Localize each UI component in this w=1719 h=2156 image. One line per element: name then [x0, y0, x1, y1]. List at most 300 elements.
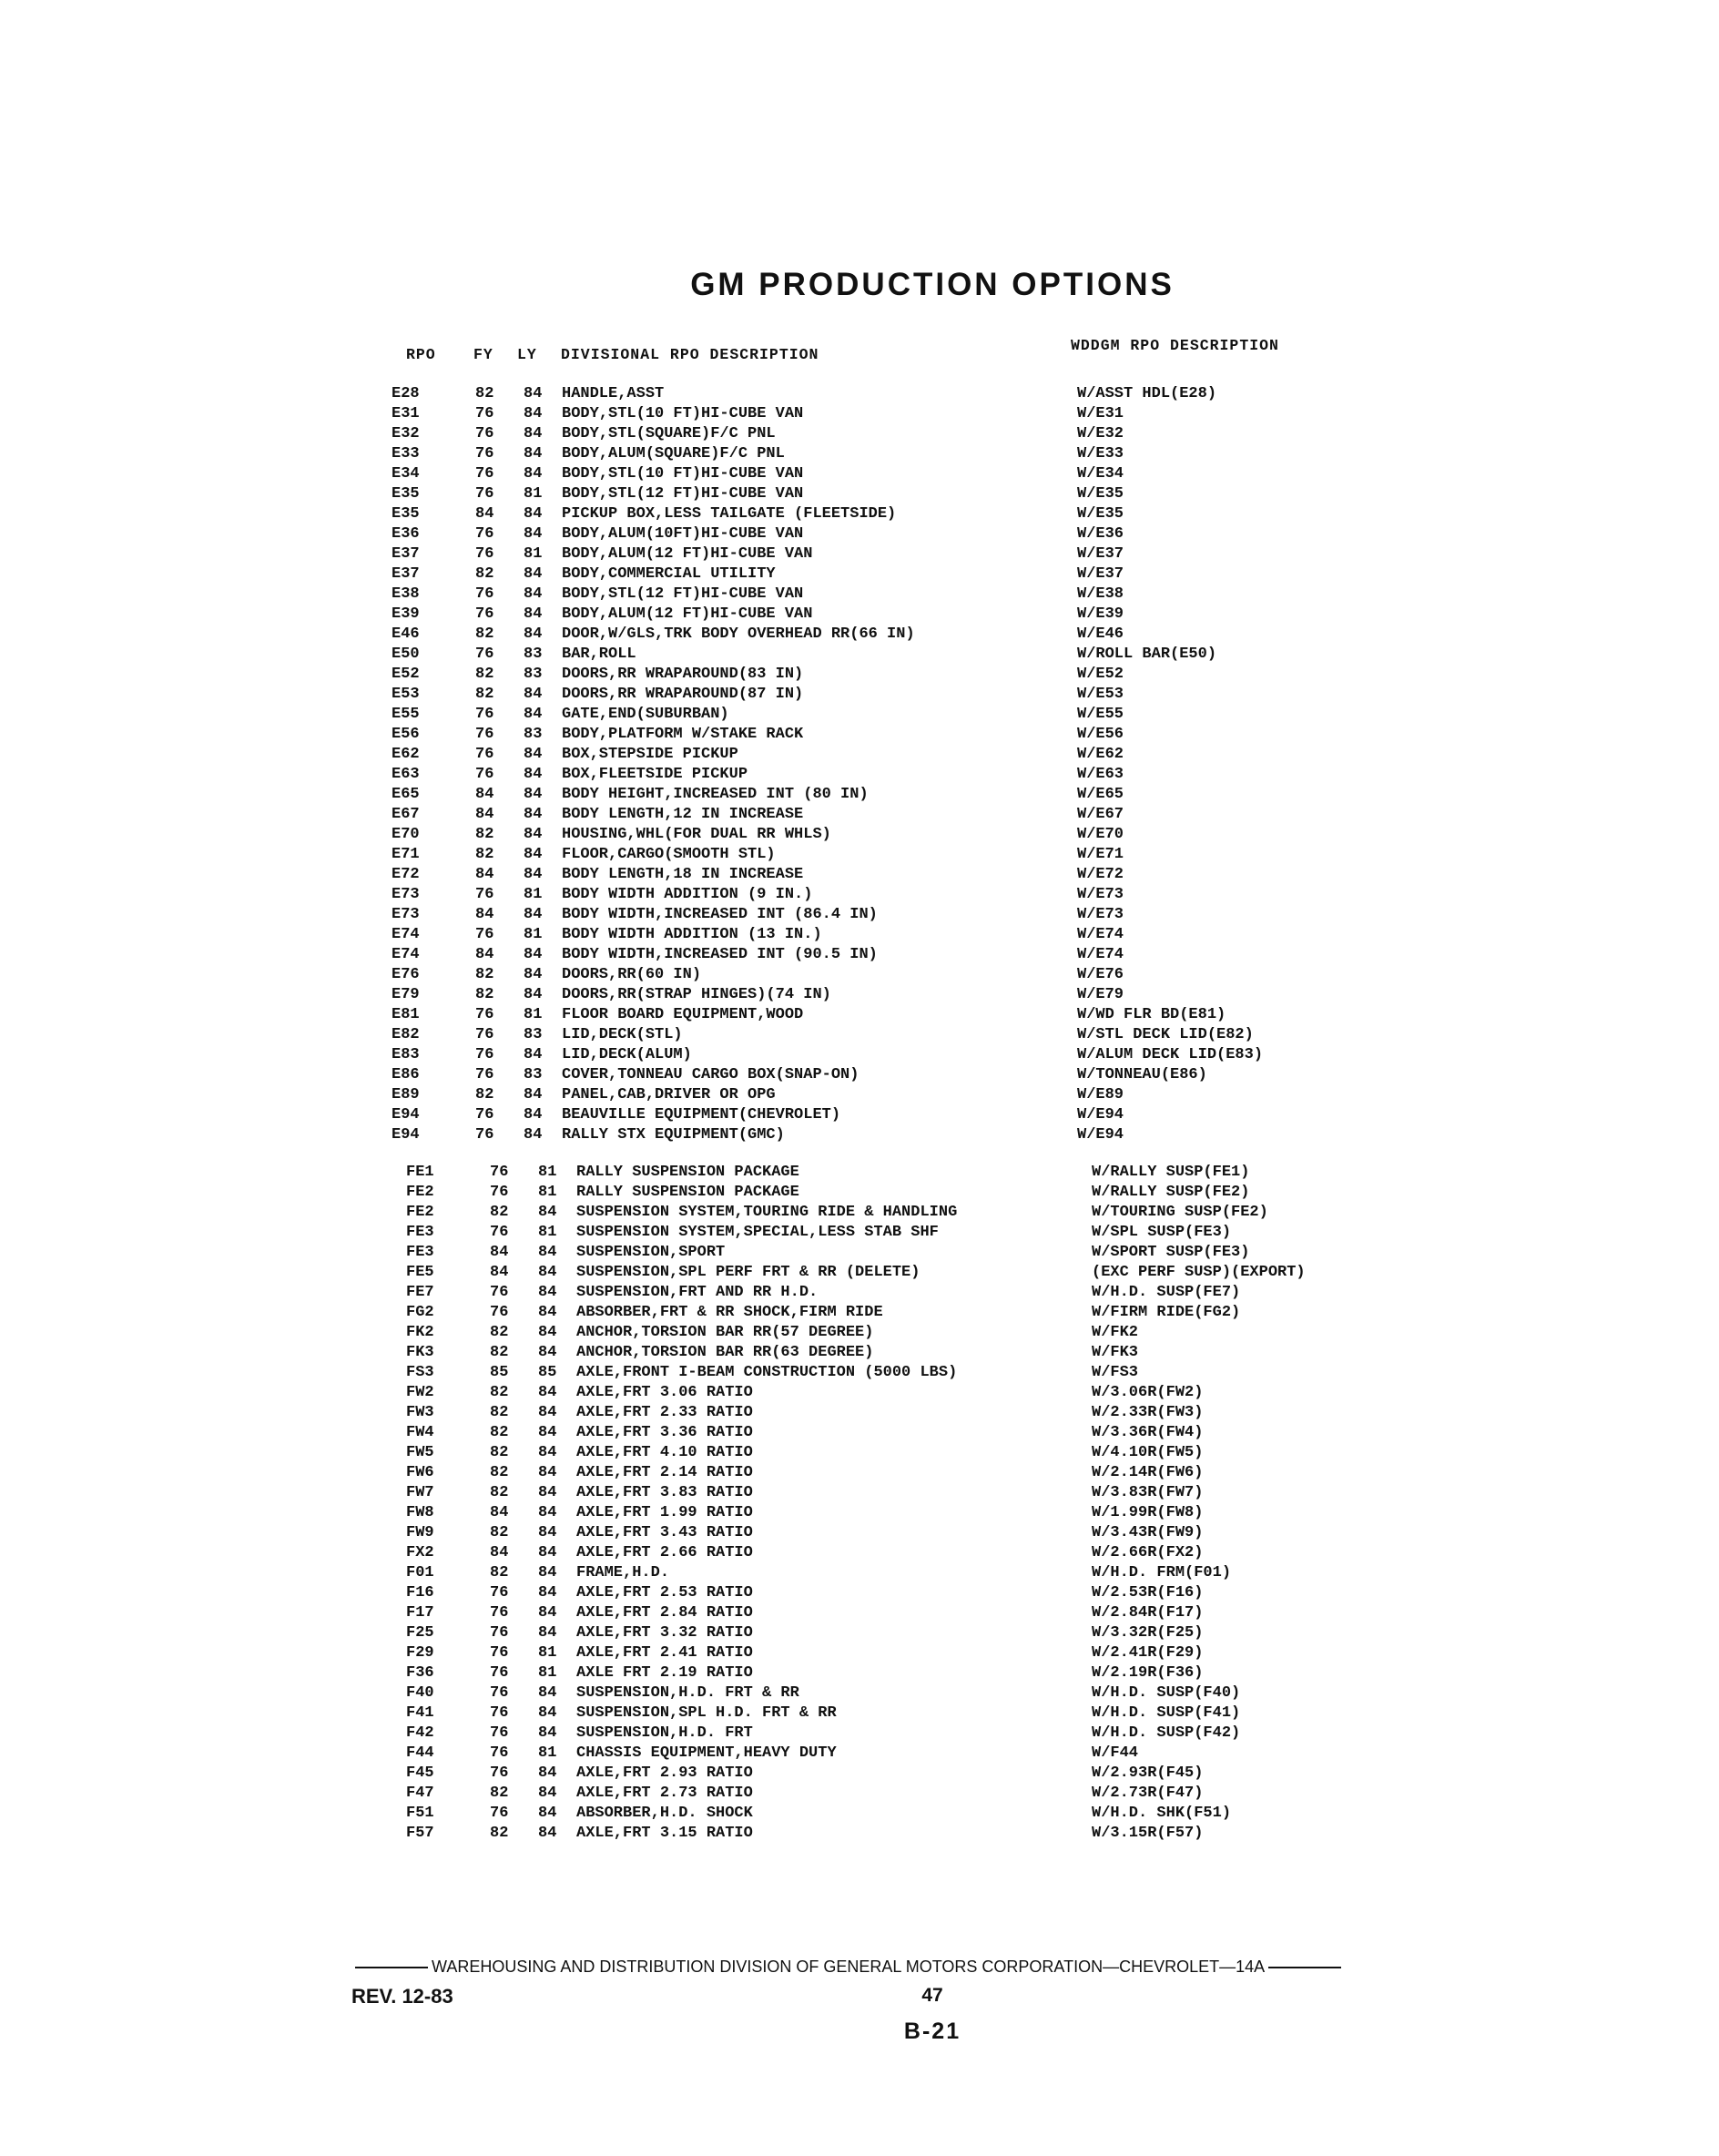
divisional-description: BODY,COMMERCIAL UTILITY: [562, 565, 776, 583]
wddgm-description: W/WD FLR BD(E81): [1077, 1006, 1226, 1023]
wddgm-description: W/2.73R(F47): [1092, 1785, 1204, 1802]
rpo-code: E76: [392, 966, 420, 983]
last-year: 84: [524, 505, 543, 523]
table-row: [406, 1784, 1408, 1804]
divisional-description: AXLE,FRT 2.66 RATIO: [576, 1544, 753, 1561]
table-row: [392, 404, 1393, 424]
wddgm-description: W/2.14R(FW6): [1092, 1464, 1204, 1481]
table-row: [392, 785, 1393, 805]
rpo-code: E74: [392, 926, 420, 943]
wddgm-description: W/3.06R(FW2): [1092, 1384, 1204, 1401]
wddgm-description: W/2.93R(F45): [1092, 1764, 1204, 1782]
wddgm-description: W/E94: [1077, 1106, 1124, 1124]
divisional-description: SUSPENSION SYSTEM,SPECIAL,LESS STAB SHF: [576, 1224, 939, 1241]
rpo-code: E33: [392, 445, 420, 463]
last-year: 81: [524, 485, 543, 503]
wddgm-description: W/E79: [1077, 986, 1124, 1003]
last-year: 84: [538, 1264, 557, 1281]
last-year: 84: [538, 1724, 557, 1742]
table-row: [392, 444, 1393, 464]
first-year: 82: [490, 1825, 509, 1842]
table-row: [392, 945, 1393, 965]
last-year: 84: [524, 565, 543, 583]
divisional-description: LID,DECK(ALUM): [562, 1046, 692, 1063]
rpo-code: F17: [406, 1604, 434, 1622]
divisional-description: PANEL,CAB,DRIVER OR OPG: [562, 1086, 776, 1103]
divisional-description: DOOR,W/GLS,TRK BODY OVERHEAD RR(66 IN): [562, 625, 915, 643]
table-row: [392, 504, 1393, 524]
last-year: 83: [524, 726, 543, 743]
divisional-description: BODY WIDTH,INCREASED INT (86.4 IN): [562, 906, 878, 923]
last-year: 83: [524, 1066, 543, 1083]
options-table-f: [406, 1163, 1408, 1844]
header-wddgm-desc: WDDGM RPO DESCRIPTION: [1071, 337, 1279, 354]
table-row: [406, 1403, 1408, 1423]
last-year: 81: [524, 886, 543, 903]
divisional-description: BODY,STL(12 FT)HI-CUBE VAN: [562, 485, 804, 503]
table-row: [406, 1463, 1408, 1483]
rpo-code: FW4: [406, 1424, 434, 1441]
table-row: [392, 1085, 1393, 1105]
rpo-code: E94: [392, 1126, 420, 1144]
table-row: [406, 1263, 1408, 1283]
first-year: 82: [475, 1086, 494, 1103]
last-year: 84: [524, 966, 543, 983]
wddgm-description: W/E31: [1077, 405, 1124, 422]
rpo-code: F40: [406, 1684, 434, 1702]
wddgm-description: W/FK3: [1092, 1344, 1139, 1361]
rpo-code: E81: [392, 1006, 420, 1023]
table-row: [406, 1343, 1408, 1363]
wddgm-description: W/E74: [1077, 926, 1124, 943]
first-year: 76: [475, 766, 494, 783]
table-row: [406, 1163, 1408, 1183]
table-row: [392, 1105, 1393, 1125]
divisional-description: BODY,STL(12 FT)HI-CUBE VAN: [562, 585, 804, 603]
first-year: 84: [490, 1544, 509, 1561]
last-year: 83: [524, 666, 543, 683]
divisional-description: AXLE,FRT 2.14 RATIO: [576, 1464, 753, 1481]
divisional-description: AXLE,FRONT I-BEAM CONSTRUCTION (5000 LBS): [576, 1364, 958, 1381]
divisional-description: ANCHOR,TORSION BAR RR(63 DEGREE): [576, 1344, 874, 1361]
divisional-description: BODY,PLATFORM W/STAKE RACK: [562, 726, 804, 743]
wddgm-description: W/E55: [1077, 706, 1124, 723]
divisional-description: BEAUVILLE EQUIPMENT(CHEVROLET): [562, 1106, 841, 1124]
wddgm-description: W/ALUM DECK LID(E83): [1077, 1046, 1264, 1063]
rpo-code: E71: [392, 846, 420, 863]
table-row: [392, 885, 1393, 905]
first-year: 82: [490, 1404, 509, 1421]
last-year: 84: [538, 1584, 557, 1602]
wddgm-description: W/H.D. FRM(F01): [1092, 1564, 1232, 1581]
last-year: 84: [538, 1684, 557, 1702]
last-year: 83: [524, 646, 543, 663]
first-year: 76: [475, 1046, 494, 1063]
divisional-description: BODY,ALUM(12 FT)HI-CUBE VAN: [562, 605, 813, 623]
last-year: 84: [538, 1204, 557, 1221]
table-row: [406, 1483, 1408, 1503]
last-year: 84: [538, 1404, 557, 1421]
wddgm-description: W/FS3: [1092, 1364, 1139, 1381]
first-year: 82: [475, 826, 494, 843]
rpo-code: FK3: [406, 1344, 434, 1361]
wddgm-description: W/2.41R(F29): [1092, 1644, 1204, 1662]
first-year: 76: [475, 445, 494, 463]
wddgm-description: W/TONNEAU(E86): [1077, 1066, 1207, 1083]
wddgm-description: W/E63: [1077, 766, 1124, 783]
last-year: 84: [538, 1764, 557, 1782]
last-year: 84: [524, 605, 543, 623]
rpo-code: E62: [392, 746, 420, 763]
divisional-description: BODY HEIGHT,INCREASED INT (80 IN): [562, 786, 869, 803]
last-year: 84: [524, 405, 543, 422]
divisional-description: AXLE FRT 2.19 RATIO: [576, 1664, 753, 1682]
table-row: [392, 765, 1393, 785]
divisional-description: BODY WIDTH ADDITION (13 IN.): [562, 926, 822, 943]
first-year: 84: [475, 906, 494, 923]
first-year: 76: [475, 886, 494, 903]
divisional-description: SUSPENSION,SPORT: [576, 1244, 726, 1261]
wddgm-description: W/E74: [1077, 946, 1124, 963]
divisional-description: BOX,STEPSIDE PICKUP: [562, 746, 738, 763]
last-year: 84: [538, 1384, 557, 1401]
wddgm-description: W/E72: [1077, 866, 1124, 883]
first-year: 84: [475, 505, 494, 523]
rpo-code: FW2: [406, 1384, 434, 1401]
first-year: 76: [490, 1684, 509, 1702]
divisional-description: FLOOR,CARGO(SMOOTH STL): [562, 846, 776, 863]
divisional-description: AXLE,FRT 2.41 RATIO: [576, 1644, 753, 1662]
divisional-description: AXLE,FRT 4.10 RATIO: [576, 1444, 753, 1461]
first-year: 82: [475, 846, 494, 863]
table-row: [406, 1363, 1408, 1383]
last-year: 84: [538, 1444, 557, 1461]
wddgm-description: W/3.43R(FW9): [1092, 1524, 1204, 1541]
rpo-code: FW3: [406, 1404, 434, 1421]
table-row: [406, 1283, 1408, 1303]
wddgm-description: W/E35: [1077, 485, 1124, 503]
table-row: [392, 464, 1393, 484]
table-row: [406, 1603, 1408, 1623]
first-year: 76: [475, 1106, 494, 1124]
rpo-code: E70: [392, 826, 420, 843]
last-year: 84: [538, 1284, 557, 1301]
table-row: [392, 484, 1393, 504]
rpo-code: E52: [392, 666, 420, 683]
first-year: 82: [490, 1324, 509, 1341]
first-year: 76: [490, 1284, 509, 1301]
divisional-description: HANDLE,ASST: [562, 385, 665, 402]
first-year: 76: [490, 1184, 509, 1201]
last-year: 84: [524, 806, 543, 823]
table-row: [406, 1303, 1408, 1323]
last-year: 84: [524, 1086, 543, 1103]
rpo-code: E63: [392, 766, 420, 783]
last-year: 84: [538, 1564, 557, 1581]
divisional-description: BODY,ALUM(SQUARE)F/C PNL: [562, 445, 785, 463]
wddgm-description: W/STL DECK LID(E82): [1077, 1026, 1254, 1043]
rpo-code: E37: [392, 565, 420, 583]
rpo-code: FW6: [406, 1464, 434, 1481]
first-year: 76: [475, 1066, 494, 1083]
wddgm-description: W/4.10R(FW5): [1092, 1444, 1204, 1461]
wddgm-description: W/E37: [1077, 565, 1124, 583]
first-year: 76: [475, 646, 494, 663]
wddgm-description: W/E67: [1077, 806, 1124, 823]
last-year: 84: [524, 465, 543, 483]
last-year: 84: [538, 1805, 557, 1822]
rpo-code: FE5: [406, 1264, 434, 1281]
rpo-code: E56: [392, 726, 420, 743]
wddgm-description: W/E37: [1077, 545, 1124, 563]
last-year: 84: [524, 525, 543, 543]
table-row: [392, 985, 1393, 1005]
first-year: 76: [490, 1604, 509, 1622]
first-year: 82: [490, 1344, 509, 1361]
table-row: [406, 1623, 1408, 1643]
divisional-description: AXLE,FRT 2.93 RATIO: [576, 1764, 753, 1782]
last-year: 84: [524, 906, 543, 923]
table-row: [406, 1724, 1408, 1744]
rpo-code: E83: [392, 1046, 420, 1063]
rpo-code: FW9: [406, 1524, 434, 1541]
table-row: [392, 805, 1393, 825]
rpo-code: E32: [392, 425, 420, 442]
divisional-description: PICKUP BOX,LESS TAILGATE (FLEETSIDE): [562, 505, 897, 523]
table-row: [406, 1443, 1408, 1463]
table-row: [406, 1764, 1408, 1784]
table-row: [406, 1804, 1408, 1824]
last-year: 84: [538, 1544, 557, 1561]
wddgm-description: W/E39: [1077, 605, 1124, 623]
last-year: 81: [524, 926, 543, 943]
table-row: [392, 625, 1393, 645]
first-year: 82: [490, 1204, 509, 1221]
rpo-code: F41: [406, 1704, 434, 1722]
table-row: [392, 965, 1393, 985]
rpo-code: F16: [406, 1584, 434, 1602]
last-year: 81: [538, 1744, 557, 1762]
first-year: 76: [490, 1304, 509, 1321]
table-row: [406, 1824, 1408, 1844]
rpo-code: E36: [392, 525, 420, 543]
wddgm-description: W/E52: [1077, 666, 1124, 683]
table-row: [392, 825, 1393, 845]
first-year: 76: [475, 926, 494, 943]
wddgm-description: W/3.83R(FW7): [1092, 1484, 1204, 1501]
rpo-code: F44: [406, 1744, 434, 1762]
page-number: 47: [921, 1985, 943, 2006]
wddgm-description: W/H.D. SUSP(F42): [1092, 1724, 1241, 1742]
last-year: 84: [524, 585, 543, 603]
rpo-code: FE3: [406, 1244, 434, 1261]
footer-text: WAREHOUSING AND DISTRIBUTION DIVISION OF GENERAL MOTORS CORPORATION—CHEVROLET—14A: [432, 1958, 1266, 1976]
divisional-description: AXLE,FRT 2.33 RATIO: [576, 1404, 753, 1421]
divisional-description: BODY,STL(10 FT)HI-CUBE VAN: [562, 465, 804, 483]
first-year: 84: [475, 866, 494, 883]
first-year: 82: [475, 385, 494, 402]
divisional-description: ABSORBER,FRT & RR SHOCK,FIRM RIDE: [576, 1304, 883, 1321]
last-year: 84: [524, 625, 543, 643]
wddgm-description: W/FIRM RIDE(FG2): [1092, 1304, 1241, 1321]
rpo-code: FE2: [406, 1204, 434, 1221]
wddgm-description: W/2.84R(F17): [1092, 1604, 1204, 1622]
wddgm-description: W/2.53R(F16): [1092, 1584, 1204, 1602]
rpo-code: E55: [392, 706, 420, 723]
divisional-description: COVER,TONNEAU CARGO BOX(SNAP-ON): [562, 1066, 860, 1083]
last-year: 83: [524, 1026, 543, 1043]
rpo-code: E39: [392, 605, 420, 623]
last-year: 84: [524, 1106, 543, 1124]
last-year: 84: [524, 946, 543, 963]
rpo-code: E37: [392, 545, 420, 563]
divisional-description: HOUSING,WHL(FOR DUAL RR WHLS): [562, 826, 831, 843]
wddgm-description: W/E73: [1077, 886, 1124, 903]
table-row: [406, 1683, 1408, 1703]
last-year: 81: [524, 1006, 543, 1023]
rpo-code: E89: [392, 1086, 420, 1103]
header-rpo: RPO: [406, 346, 436, 363]
last-year: 84: [524, 385, 543, 402]
divisional-description: SUSPENSION SYSTEM,TOURING RIDE & HANDLING: [576, 1204, 958, 1221]
first-year: 82: [490, 1464, 509, 1481]
rpo-code: E72: [392, 866, 420, 883]
table-row: [392, 1065, 1393, 1085]
page-title: GM PRODUCTION OPTIONS: [690, 267, 1175, 302]
first-year: 76: [490, 1164, 509, 1181]
table-row: [392, 745, 1393, 765]
table-row: [392, 905, 1393, 925]
last-year: 84: [524, 986, 543, 1003]
rpo-code: E79: [392, 986, 420, 1003]
wddgm-description: W/E71: [1077, 846, 1124, 863]
last-year: 84: [524, 746, 543, 763]
header-ly: LY: [517, 346, 537, 363]
rpo-code: F51: [406, 1805, 434, 1822]
rpo-code: E74: [392, 946, 420, 963]
rpo-code: FX2: [406, 1544, 434, 1561]
last-year: 84: [538, 1704, 557, 1722]
divisional-description: SUSPENSION,FRT AND RR H.D.: [576, 1284, 819, 1301]
last-year: 84: [524, 786, 543, 803]
rpo-code: E73: [392, 886, 420, 903]
table-row: [406, 1183, 1408, 1203]
divisional-description: BODY WIDTH ADDITION (9 IN.): [562, 886, 813, 903]
revision-label: REV. 12-83: [351, 1985, 453, 2008]
first-year: 84: [475, 786, 494, 803]
last-year: 84: [538, 1604, 557, 1622]
first-year: 76: [475, 1026, 494, 1043]
last-year: 84: [524, 1126, 543, 1144]
first-year: 76: [490, 1584, 509, 1602]
last-year: 84: [524, 686, 543, 703]
rpo-code: F57: [406, 1825, 434, 1842]
rpo-code: E28: [392, 385, 420, 402]
first-year: 82: [490, 1384, 509, 1401]
divisional-description: AXLE,FRT 3.43 RATIO: [576, 1524, 753, 1541]
wddgm-description: W/H.D. SHK(F51): [1092, 1805, 1232, 1822]
table-row: [392, 665, 1393, 685]
table-row: [392, 705, 1393, 725]
divisional-description: RALLY STX EQUIPMENT(GMC): [562, 1126, 785, 1144]
rpo-code: E94: [392, 1106, 420, 1124]
last-year: 84: [538, 1324, 557, 1341]
first-year: 82: [475, 986, 494, 1003]
divisional-description: BODY,ALUM(10FT)HI-CUBE VAN: [562, 525, 804, 543]
divisional-description: AXLE,FRT 2.84 RATIO: [576, 1604, 753, 1622]
rpo-code: F25: [406, 1624, 434, 1642]
rpo-code: FE1: [406, 1164, 434, 1181]
divisional-description: SUSPENSION,SPL H.D. FRT & RR: [576, 1704, 837, 1722]
table-row: [406, 1383, 1408, 1403]
divisional-description: AXLE,FRT 2.53 RATIO: [576, 1584, 753, 1602]
first-year: 82: [475, 966, 494, 983]
last-year: 81: [538, 1664, 557, 1682]
wddgm-description: W/E36: [1077, 525, 1124, 543]
divisional-description: BOX,FLEETSIDE PICKUP: [562, 766, 748, 783]
first-year: 76: [475, 425, 494, 442]
last-year: 84: [538, 1785, 557, 1802]
last-year: 81: [538, 1224, 557, 1241]
table-row: [406, 1563, 1408, 1583]
table-row: [406, 1744, 1408, 1764]
first-year: 82: [475, 686, 494, 703]
rpo-code: F45: [406, 1764, 434, 1782]
table-row: [392, 845, 1393, 865]
divisional-description: DOORS,RR(60 IN): [562, 966, 702, 983]
divisional-description: AXLE,FRT 3.15 RATIO: [576, 1825, 753, 1842]
first-year: 84: [490, 1244, 509, 1261]
first-year: 76: [490, 1644, 509, 1662]
first-year: 76: [475, 1006, 494, 1023]
rpo-code: FW5: [406, 1444, 434, 1461]
wddgm-description: W/3.36R(FW4): [1092, 1424, 1204, 1441]
wddgm-description: W/H.D. SUSP(F40): [1092, 1684, 1241, 1702]
rpo-code: E46: [392, 625, 420, 643]
last-year: 81: [538, 1164, 557, 1181]
wddgm-description: W/E56: [1077, 726, 1124, 743]
divisional-description: FLOOR BOARD EQUIPMENT,WOOD: [562, 1006, 804, 1023]
first-year: 76: [475, 465, 494, 483]
divisional-description: FRAME,H.D.: [576, 1564, 670, 1581]
first-year: 82: [490, 1484, 509, 1501]
last-year: 84: [538, 1244, 557, 1261]
first-year: 82: [475, 625, 494, 643]
first-year: 82: [490, 1424, 509, 1441]
rpo-code: E35: [392, 505, 420, 523]
first-year: 84: [490, 1504, 509, 1521]
table-row: [406, 1223, 1408, 1243]
last-year: 84: [538, 1304, 557, 1321]
last-year: 85: [538, 1364, 557, 1381]
table-row: [406, 1663, 1408, 1683]
wddgm-description: W/H.D. SUSP(FE7): [1092, 1284, 1241, 1301]
table-row: [406, 1543, 1408, 1563]
table-row: [392, 725, 1393, 745]
wddgm-description: W/2.66R(FX2): [1092, 1544, 1204, 1561]
wddgm-description: W/E76: [1077, 966, 1124, 983]
rpo-code: E50: [392, 646, 420, 663]
first-year: 76: [475, 746, 494, 763]
first-year: 76: [490, 1224, 509, 1241]
rpo-code: E67: [392, 806, 420, 823]
divisional-description: SUSPENSION,H.D. FRT: [576, 1724, 753, 1742]
wddgm-description: W/TOURING SUSP(FE2): [1092, 1204, 1268, 1221]
first-year: 85: [490, 1364, 509, 1381]
first-year: 84: [475, 946, 494, 963]
last-year: 84: [538, 1524, 557, 1541]
first-year: 76: [475, 485, 494, 503]
